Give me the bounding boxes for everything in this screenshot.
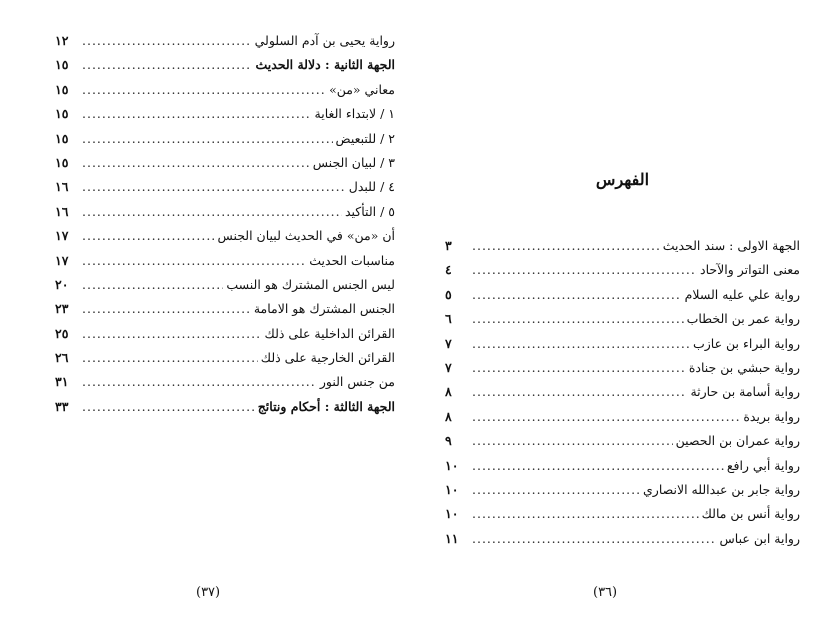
toc-entry-title: رواية جابر بن عبدالله الانصاري	[643, 481, 800, 497]
toc-entry	[445, 409, 800, 433]
dot-leader	[472, 238, 660, 253]
toc-entry-title: ٣ / لبيان الجنس	[312, 154, 395, 170]
toc-entry-page-number: ٢٥	[55, 325, 69, 341]
toc-entry	[55, 350, 395, 374]
toc-entry	[55, 253, 395, 277]
toc-entry	[445, 458, 800, 482]
toc-entry-page-number: ١٠	[445, 506, 459, 522]
toc-entry	[55, 155, 395, 179]
toc-entry	[445, 433, 800, 457]
toc-entry-title: ٥ / التأكيد	[344, 203, 395, 219]
dot-leader	[472, 384, 687, 399]
toc-entry-title: معاني «من»	[329, 81, 395, 97]
toc-entry-title: رواية يحيى بن آدم السلولي	[254, 33, 395, 48]
toc-entry-title: رواية عمر بن الخطاب	[686, 311, 800, 327]
toc-entry	[445, 384, 800, 408]
toc-entry-title: ليس الجنس المشترك هو النسب	[226, 276, 395, 292]
dot-leader	[472, 409, 740, 424]
toc-entry-title: رواية أسامة بن حارثة	[690, 384, 800, 400]
toc-entry-page-number: ٧	[445, 335, 452, 351]
dot-leader	[82, 82, 326, 97]
toc-entry	[55, 326, 395, 350]
dot-leader	[82, 106, 312, 121]
toc-entry	[445, 311, 800, 335]
toc-entry-page-number: ١٦	[55, 179, 69, 195]
toc-entry-page-number: ٢٣	[55, 301, 69, 317]
toc-entry-page-number: ١٦	[55, 203, 69, 219]
toc-entry	[445, 287, 800, 311]
dot-leader	[472, 287, 682, 302]
toc-entry-title: معنى التواتر والآحاد	[700, 262, 800, 278]
page-number: (٣٧)	[196, 585, 221, 600]
toc-entry-page-number: ١٧	[55, 252, 69, 268]
toc-entry	[445, 531, 800, 555]
toc-entry-title: رواية عمران بن الحصين	[675, 433, 800, 449]
toc-entry-title: رواية أنس بن مالك	[701, 506, 800, 522]
toc-entry	[55, 57, 395, 81]
toc-entry	[445, 238, 800, 262]
toc-entry-title: رواية ابن عباس	[719, 530, 800, 546]
toc-entry	[55, 179, 395, 203]
toc-entry	[445, 506, 800, 530]
toc-entry	[55, 228, 395, 252]
toc-entry-page-number: ٨	[445, 408, 452, 424]
toc-entry	[55, 204, 395, 228]
toc-entry-page-number: ٤	[445, 262, 452, 278]
toc-entry-title: رواية علي عليه السلام	[684, 286, 800, 302]
dot-leader	[82, 350, 258, 365]
dot-leader	[82, 57, 252, 72]
page-number: (٣٦)	[593, 585, 618, 600]
toc-entry	[55, 82, 395, 106]
toc-entry	[55, 131, 395, 155]
toc-entry-title: رواية بريدة	[743, 408, 800, 424]
toc-entry-page-number: ١٧	[55, 228, 69, 244]
toc-entry-title: الجهة الثالثة : أحكام ونتائج	[257, 398, 395, 414]
toc-entry-page-number: ٥	[445, 286, 452, 302]
toc-entry	[55, 399, 395, 423]
dot-leader	[82, 374, 317, 389]
dot-leader	[82, 179, 346, 194]
toc-entry	[445, 262, 800, 286]
dot-leader	[472, 360, 686, 375]
toc-entry	[55, 374, 395, 398]
dot-leader	[82, 277, 223, 292]
dot-leader	[472, 336, 690, 351]
toc-entry-page-number: ١٠	[445, 481, 459, 497]
toc-entry-page-number: ١٠	[445, 457, 459, 473]
toc-entry-page-number: ٣٣	[55, 398, 69, 414]
toc-entry-title: ١ / لابتداء الغاية	[314, 106, 395, 122]
toc-entry-page-number: ٨	[445, 384, 452, 400]
toc-entry-title: رواية حبشي بن جنادة	[688, 359, 800, 375]
toc-entry-page-number: ١٥	[55, 130, 69, 146]
dot-leader	[82, 301, 251, 316]
toc-entry-title: القرائن الداخلية على ذلك	[264, 325, 395, 341]
dot-leader	[82, 228, 215, 243]
toc-entry-page-number: ١٥	[55, 154, 69, 170]
toc-entry-title: ٤ / للبدل	[348, 179, 395, 195]
toc-entry-page-number: ١٢	[55, 33, 69, 48]
dot-leader	[472, 433, 673, 448]
toc-entry-title: الجهة الثانية : دلالة الحديث	[255, 57, 395, 73]
toc-entry-page-number: ١١	[445, 530, 459, 546]
toc-entry-page-number: ٢٠	[55, 276, 69, 292]
toc-entry-page-number: ٢٦	[55, 350, 69, 366]
toc-entry-page-number: ٣١	[55, 374, 69, 390]
toc-entry	[445, 482, 800, 506]
toc-entry-page-number: ١٥	[55, 57, 69, 73]
toc-entry-title: القرائن الخارجية على ذلك	[260, 350, 395, 366]
toc-entry-title: رواية أبي رافع	[726, 457, 800, 473]
toc-entry-title: الجنس المشترك هو الامامة	[253, 301, 395, 317]
toc-entry	[55, 106, 395, 130]
toc-entry-page-number: ٣	[445, 238, 452, 253]
dot-leader	[472, 458, 724, 473]
index-heading: الفهرس	[595, 170, 650, 189]
toc-list-right	[445, 238, 800, 555]
dot-leader	[82, 33, 252, 48]
dot-leader	[472, 311, 684, 326]
toc-entry-page-number: ٧	[445, 359, 452, 375]
toc-list-left	[55, 33, 395, 423]
dot-leader	[82, 253, 306, 268]
dot-leader	[472, 531, 717, 546]
dot-leader	[472, 506, 699, 521]
toc-entry	[445, 336, 800, 360]
toc-entry-title: أن «من» في الحديث لبيان الجنس	[217, 228, 395, 244]
dot-leader	[82, 399, 255, 414]
toc-entry-page-number: ١٥	[55, 106, 69, 122]
dot-leader	[472, 482, 640, 497]
toc-entry-page-number: ١٥	[55, 81, 69, 97]
toc-entry-title: من جنس النور	[319, 374, 395, 390]
dot-leader	[82, 204, 342, 219]
right-page	[415, 0, 830, 620]
dot-leader	[82, 326, 262, 341]
toc-entry	[55, 33, 395, 57]
dot-leader	[82, 155, 310, 170]
toc-entry	[55, 277, 395, 301]
toc-entry-page-number: ٩	[445, 433, 452, 449]
toc-entry-title: الجهة الاولى : سند الحديث	[662, 238, 800, 253]
toc-entry-title: ٢ / للتبعيض	[335, 130, 395, 146]
toc-entry-title: رواية البراء بن عازب	[692, 335, 800, 351]
toc-entry-page-number: ٦	[445, 311, 452, 327]
toc-entry-title: مناسبات الحديث	[309, 252, 395, 268]
toc-entry	[445, 360, 800, 384]
toc-entry	[55, 301, 395, 325]
dot-leader	[82, 131, 333, 146]
dot-leader	[472, 262, 697, 277]
